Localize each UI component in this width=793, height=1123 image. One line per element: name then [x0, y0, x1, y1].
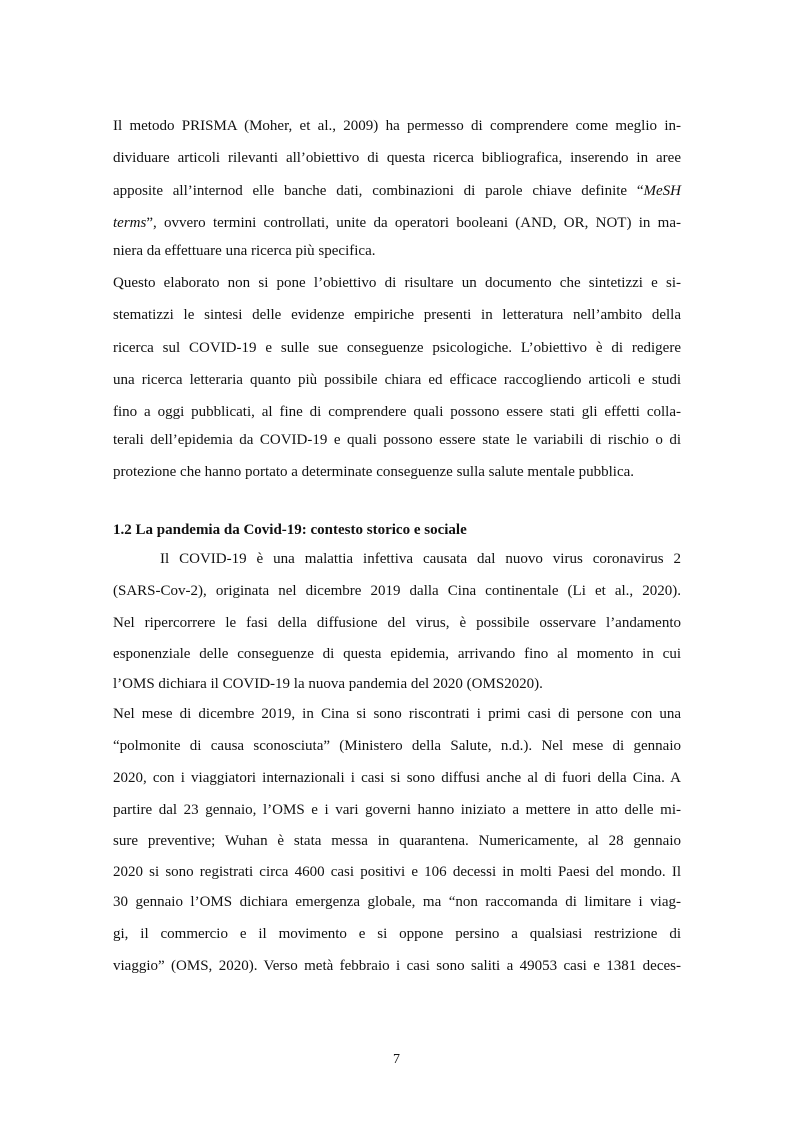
text-line: ricerca sul COVID-19 e sulle sue conseguenze psicologiche. L’obiettivo è di redigere — [113, 340, 681, 356]
text-segment: terms”, ovvero termini controllati, unite da operatori booleani (AND, OR, NOT) in ma- — [113, 215, 681, 231]
text-line: stematizzi le sintesi delle evidenze empiriche presenti in letteratura nell’ambito della — [113, 307, 681, 323]
italic-term: MeSH — [643, 183, 681, 199]
text-line: sure preventive; Wuhan è stata messa in quarantena. Numericamente, al 28 gennaio — [113, 833, 681, 849]
text-line-with-italic-term — [113, 182, 681, 200]
text-line: una ricerca letteraria quanto più possibile chiara ed efficace raccogliendo articoli e studi — [113, 372, 681, 388]
text-line: fino a oggi pubblicati, al fine di comprendere quali possono essere stati gli effetti colla- — [113, 404, 681, 420]
text-line: terali dell’epidemia da COVID-19 e quali possono essere state le variabili di rischio o di — [113, 432, 681, 448]
text-line: Il COVID-19 è una malattia infettiva causata dal nuovo virus coronavirus 2 — [160, 551, 681, 567]
text-line: Il metodo PRISMA (Moher, et al., 2009) ha permesso di comprendere come meglio in- — [113, 118, 681, 134]
text-segment: apposite all’internod elle banche dati, combinazioni di parole chiave definite “ — [113, 183, 644, 199]
text-line: 30 gennaio l’OMS dichiara emergenza globale, ma “non raccomanda di limitare i viag- — [113, 894, 681, 910]
text-line: 2020 si sono registrati circa 4600 casi positivi e 106 decessi in molti Paesi del mondo. Il — [113, 864, 681, 880]
text-line: l’OMS dichiara il COVID-19 la nuova pandemia del 2020 (OMS2020). — [113, 676, 543, 692]
text-line — [113, 214, 681, 232]
text-line: Nel ripercorrere le fasi della diffusione del virus, è possibile osservare l’andamento — [113, 615, 681, 631]
text-line: niera da effettuare una ricerca più specifica. — [113, 243, 376, 259]
text-line: partire dal 23 gennaio, l’OMS e i vari governi hanno iniziato a mettere in atto delle mi- — [113, 802, 681, 818]
text-line: esponenziale delle conseguenze di questa epidemia, arrivando fino al momento in cui — [113, 646, 681, 662]
text-line: Questo elaborato non si pone l’obiettivo di risultare un documento che sintetizzi e si- — [113, 275, 681, 291]
text-line: (SARS-Cov-2), originata nel dicembre 2019 dalla Cina continentale (Li et al., 2020). — [113, 583, 681, 599]
section-heading: 1.2 La pandemia da Covid-19: contesto storico e sociale — [113, 522, 467, 538]
text-line: viaggio” (OMS, 2020). Verso metà febbraio i casi sono saliti a 49053 casi e 1381 deces- — [113, 958, 681, 974]
text-line: gi, il commercio e il movimento e si oppone persino a qualsiasi restrizione di — [113, 926, 681, 942]
page-number: 7 — [393, 1052, 400, 1067]
italic-term: terms — [113, 215, 147, 231]
text-line: dividuare articoli rilevanti all’obiettivo di questa ricerca bibliografica, inserendo in aree — [113, 150, 681, 166]
text-line: 2020, con i viaggiatori internazionali i casi si sono diffusi anche al di fuori della Cina. A — [113, 770, 681, 786]
text-line: protezione che hanno portato a determinate conseguenze sulla salute mentale pubblica. — [113, 464, 635, 480]
text-line: “polmonite di causa sconosciuta” (Ministero della Salute, n.d.). Nel mese di gennaio — [113, 738, 681, 754]
text-line: Nel mese di dicembre 2019, in Cina si sono riscontrati i primi casi di persone con una — [113, 706, 681, 722]
